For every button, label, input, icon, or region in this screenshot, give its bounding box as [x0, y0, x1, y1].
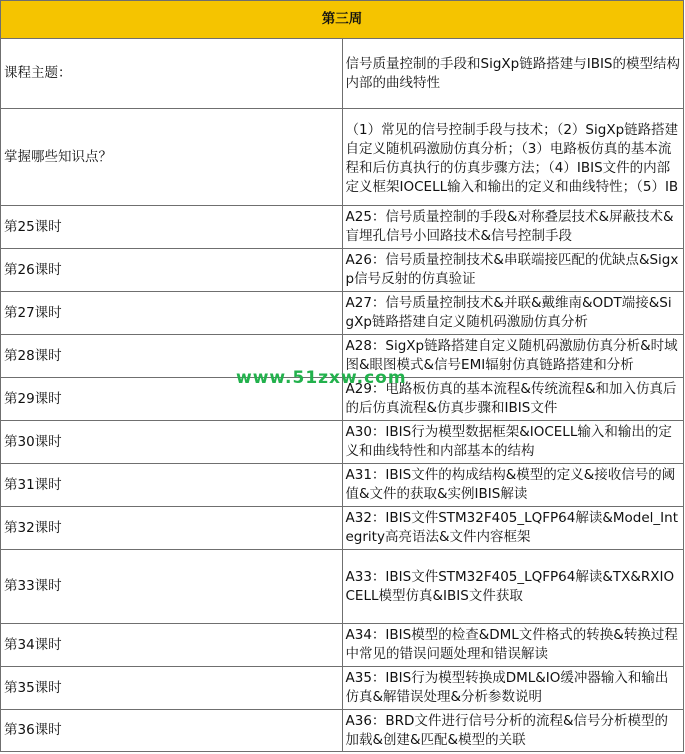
- week-title: 第三周: [1, 1, 684, 39]
- lesson-content: A31：IBIS文件的构成结构&模型的定义&接收信号的阈值&文件的获取&实例IBIS解读: [342, 464, 684, 507]
- knowledge-cell: [342, 109, 684, 206]
- table-row: [1, 378, 684, 421]
- table-row: [1, 507, 684, 550]
- lesson-label: 第35课时: [1, 667, 343, 710]
- lesson-label: 第30课时: [1, 421, 343, 464]
- topic-row: [1, 39, 684, 109]
- table-row: [1, 421, 684, 464]
- lesson-label: 第32课时: [1, 507, 343, 550]
- table-row: [1, 206, 684, 249]
- lesson-label: 第31课时: [1, 464, 343, 507]
- lesson-label: 第36课时: [1, 710, 343, 752]
- lesson-label: 第28课时: [1, 335, 343, 378]
- table-row: [1, 667, 684, 710]
- table-row: [1, 335, 684, 378]
- site-watermark: www.51zxw.com: [236, 368, 407, 388]
- table-row: [1, 710, 684, 752]
- lesson-content: A25：信号质量控制的手段&对称叠层技术&屏蔽技术&盲埋孔信号小回路技术&信号控制手段: [342, 206, 684, 249]
- knowledge-row: [1, 109, 684, 206]
- table-row: [1, 624, 684, 667]
- lesson-label: 第29课时: [1, 378, 343, 421]
- lesson-label: 第34课时: [1, 624, 343, 667]
- table-row: [1, 464, 684, 507]
- lesson-content: A35：IBIS行为模型转换成DML&IO缓冲器输入和输出仿真&解错误处理&分析参数说明: [342, 667, 684, 710]
- table-row: [1, 292, 684, 335]
- lesson-label: 第26课时: [1, 249, 343, 292]
- topic-value: 信号质量控制的手段和SigXp链路搭建与IBIS的模型结构内部的曲线特性: [342, 39, 684, 109]
- topic-label: 课程主题：: [1, 39, 343, 109]
- lesson-content: A30：IBIS行为模型数据框架&IOCELL输入和输出的定义和曲线特性和内部基本的结构: [342, 421, 684, 464]
- lesson-content: A26：信号质量控制技术&串联端接匹配的优缺点&Sigxp信号反射的仿真验证: [342, 249, 684, 292]
- lesson-content: A33：IBIS文件STM32F405_LQFP64解读&TX&RXIOCELL模型仿真&IBIS文件获取: [342, 550, 684, 624]
- lesson-content: A32：IBIS文件STM32F405_LQFP64解读&Model_Integrity高亮语法&文件内容框架: [342, 507, 684, 550]
- lesson-label: 第33课时: [1, 550, 343, 624]
- lesson-content: A27：信号质量控制技术&并联&戴维南&ODT端接&SigXp链路搭建自定义随机码激励仿真分析: [342, 292, 684, 335]
- lesson-content: A34：IBIS模型的检查&DML文件格式的转换&转换过程中常见的错误问题处理和错误解读: [342, 624, 684, 667]
- table-row: [1, 550, 684, 624]
- lesson-label: 第25课时: [1, 206, 343, 249]
- week-header-row: [1, 1, 684, 39]
- table-row: [1, 249, 684, 292]
- knowledge-value: （1）常见的信号控制手段与技术；（2）SigXp链路搭建自定义随机码激励仿真分析；（3）电路板仿真的基本流程和后仿真执行的仿真步骤方法；（4）IBIS文件的内部定义框架IOCELL输入和输出的定义和曲线特性；（5）IB: [345, 121, 679, 194]
- lesson-label: 第27课时: [1, 292, 343, 335]
- lesson-content: A29：电路板仿真的基本流程&传统流程&和加入仿真后的后仿真流程&仿真步骤和IBIS文件: [342, 378, 684, 421]
- knowledge-label: 掌握哪些知识点？: [1, 109, 343, 206]
- lesson-content: A36：BRD文件进行信号分析的流程&信号分析模型的加载&创建&匹配&模型的关联: [342, 710, 684, 752]
- lesson-content: A28：SigXp链路搭建自定义随机码激励仿真分析&时域图&眼图模式&信号EMI辐射仿真链路搭建和分析: [342, 335, 684, 378]
